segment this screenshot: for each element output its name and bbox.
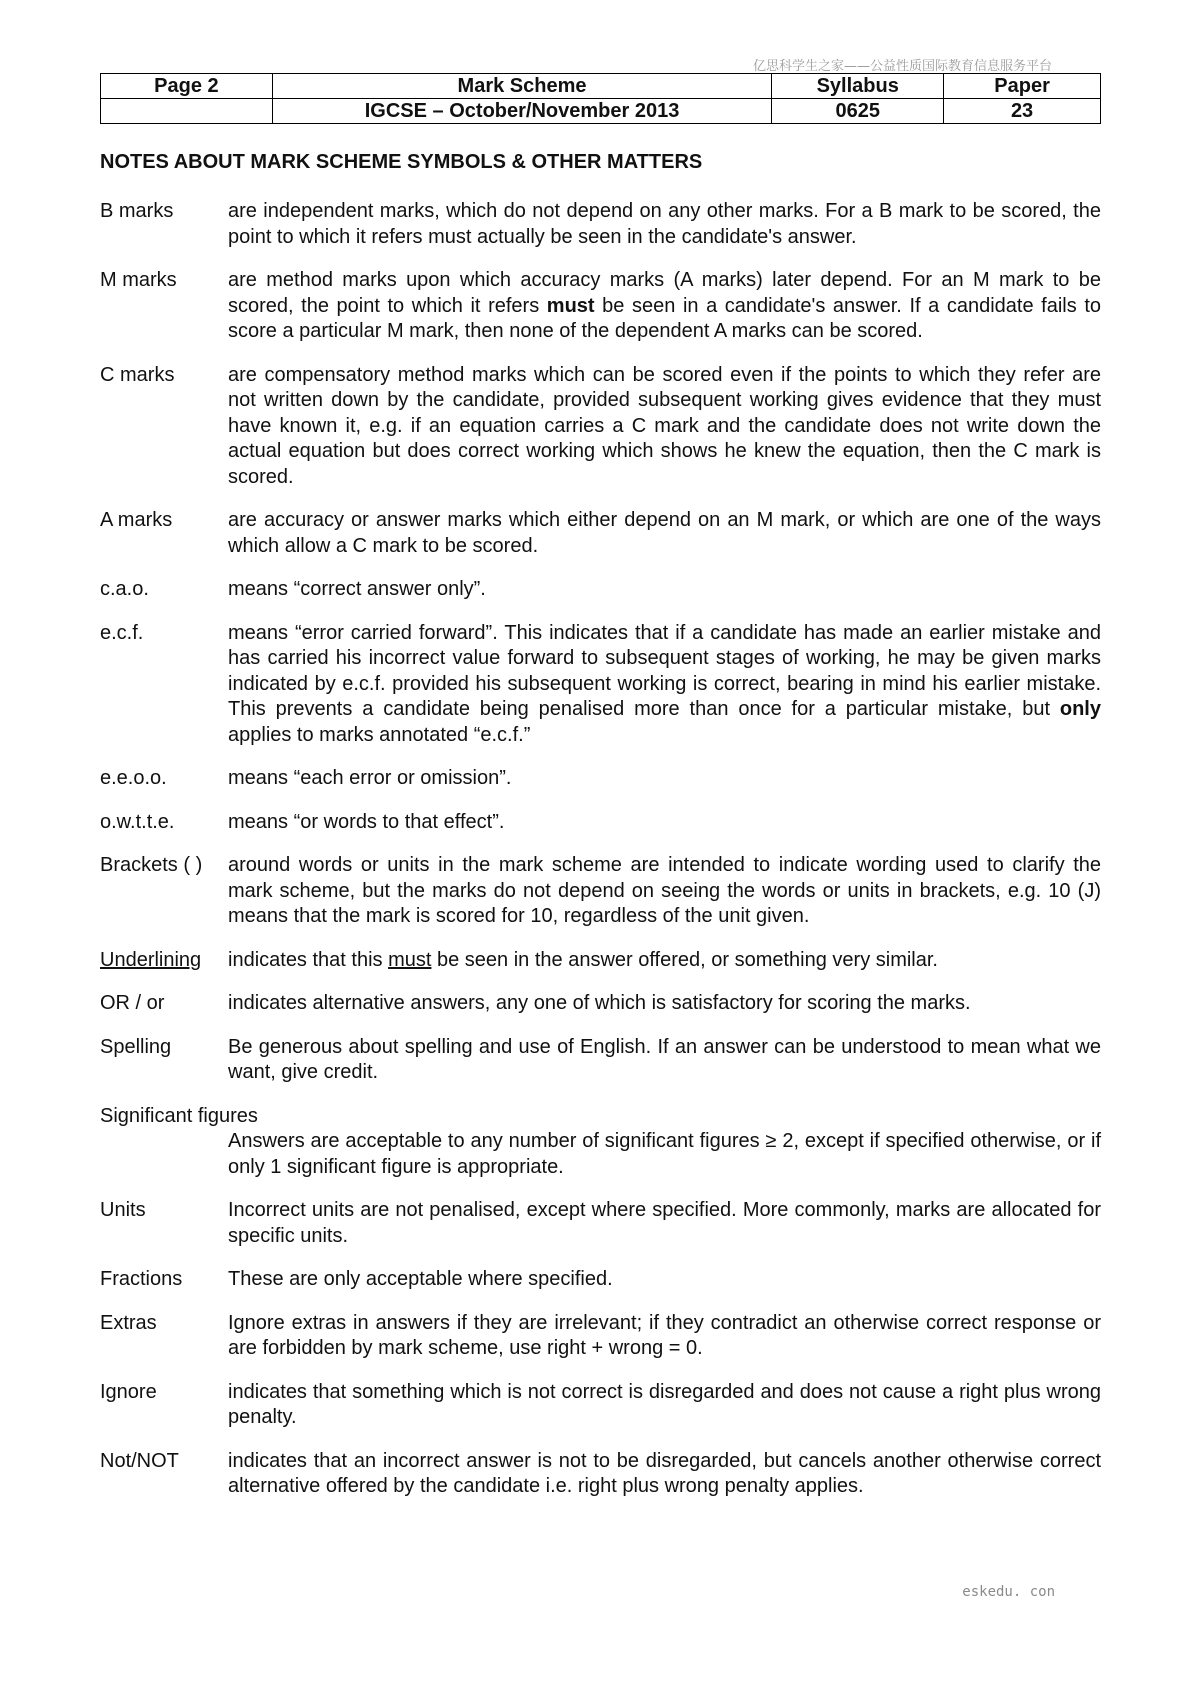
note-term: Not/NOT: [100, 1449, 179, 1472]
def-text: be seen in the answer offered, or something very similar.: [431, 948, 938, 971]
note-definition: [228, 268, 1101, 345]
note-term: Underlining: [100, 948, 202, 971]
note-definition: Incorrect units are not penalised, except where specified. More commonly, marks are allocated for specific units.: [228, 1199, 1101, 1247]
note-definition: means “correct answer only”.: [228, 578, 486, 600]
note-definition: are accuracy or answer marks which either depend on an M mark, or which are one of the ways which allow a C mark to be scored.: [228, 509, 1101, 557]
note-term: Significant figures: [100, 1104, 258, 1127]
note-term: Spelling: [100, 1035, 172, 1058]
note-not: [100, 1449, 1101, 1500]
note-definition: Answers are acceptable to any number of significant figures ≥ 2, except if specified otherwise, or if only 1 significant figure is appropriate.: [228, 1130, 1101, 1178]
note-spelling: [100, 1035, 1101, 1086]
note-term: Ignore: [100, 1380, 157, 1403]
note-definition: indicates that an incorrect answer is not to be disregarded, but cancels another otherwise correct alternative offered by the candidate i.e. right plus wrong penalty applies.: [228, 1449, 1101, 1497]
def-bold: only: [1059, 698, 1101, 720]
note-c-marks: [100, 363, 1101, 491]
notes-list: [100, 199, 1101, 1518]
header-row-1: [101, 74, 1101, 99]
paper-label: Paper: [944, 74, 1101, 99]
header-table: [100, 73, 1101, 124]
note-units: [100, 1198, 1101, 1249]
note-cao: [100, 577, 1101, 603]
note-term: o.w.t.t.e.: [100, 810, 175, 833]
note-definition: indicates alternative answers, any one of which is satisfactory for scoring the marks.: [228, 992, 971, 1014]
note-definition: Ignore extras in answers if they are irrelevant; if they contradict an otherwise correct response or are forbidden by mark scheme, use right + wrong = 0.: [228, 1311, 1101, 1359]
empty-cell: [101, 99, 273, 124]
note-term: Extras: [100, 1311, 157, 1334]
note-ignore: [100, 1380, 1101, 1431]
def-bold: must: [546, 294, 595, 317]
watermark-top: 亿思科学生之家——公益性质国际教育信息服务平台: [752, 59, 1052, 74]
note-term: e.c.f.: [100, 621, 144, 644]
note-term: C marks: [100, 363, 175, 386]
note-term: Fractions: [100, 1268, 183, 1290]
note-a-marks: [100, 508, 1101, 559]
note-definition: indicates that something which is not correct is disregarded and does not cause a right plus wrong penalty.: [228, 1380, 1101, 1428]
note-definition: [228, 621, 1101, 749]
note-term: OR / or: [100, 992, 165, 1014]
syllabus-code: 0625: [772, 99, 944, 124]
note-term: Units: [100, 1199, 146, 1221]
note-b-marks: [100, 199, 1101, 250]
exam-session: IGCSE – October/November 2013: [272, 99, 771, 124]
note-brackets: [100, 853, 1101, 930]
note-eeoo: [100, 766, 1101, 792]
note-definition: Be generous about spelling and use of English. If an answer can be understood to mean what we want, give credit.: [228, 1035, 1101, 1083]
note-ecf: [100, 621, 1101, 749]
note-definition: means “each error or omission”.: [228, 767, 512, 789]
document-title: Mark Scheme: [272, 74, 771, 99]
note-term: Brackets ( ): [100, 854, 203, 876]
paper-number: 23: [944, 99, 1101, 124]
note-underlining: [100, 948, 1101, 974]
note-definition: around words or units in the mark scheme are intended to indicate wording used to clarify the mark scheme, but the marks do not depend on seeing the words or units in brackets, e.g. 10 (J) means that the mark is scored for 10, regardless of the unit given.: [228, 854, 1101, 927]
note-significant-figures: [100, 1104, 1101, 1181]
watermark-bottom: eskedu. con: [962, 1584, 1055, 1600]
note-definition: These are only acceptable where specified.: [228, 1268, 613, 1290]
note-owtte: [100, 810, 1101, 836]
section-title: NOTES ABOUT MARK SCHEME SYMBOLS & OTHER MATTERS: [100, 151, 703, 173]
def-underlined: must: [388, 948, 432, 971]
note-definition: [228, 948, 1101, 974]
note-extras: [100, 1311, 1101, 1362]
note-or: [100, 991, 1101, 1017]
note-definition: are independent marks, which do not depend on any other marks. For a B mark to be scored, the point to which it refers must actually be seen in the candidate's answer.: [228, 200, 1101, 248]
def-text: means “error carried forward”. This indicates that if a candidate has made an earlier mistake and has carried his incorrect value forward to subsequent stages of working, he may be given marks indicated by e.c.f. provided his subsequent working is correct, bearing in mind his earlier mistake. This prevents a candidate being penalised more than once for a particular mistake, but: [228, 621, 1101, 720]
def-text: are method marks upon which accuracy marks (A marks) later depend. For an M mark to be scored, the point to which it refers: [228, 269, 1101, 317]
note-fractions: [100, 1267, 1101, 1293]
note-definition: means “or words to that effect”.: [228, 810, 505, 833]
note-term: M marks: [100, 269, 177, 291]
syllabus-label: Syllabus: [772, 74, 944, 99]
note-m-marks: [100, 268, 1101, 345]
header-row-2: [101, 99, 1101, 124]
def-text: be seen in a candidate's answer. If a candidate fails to score a particular M mark, then none of the dependent A marks can be scored.: [228, 294, 1101, 342]
def-text: applies to marks annotated “e.c.f.”: [228, 723, 531, 746]
note-term: B marks: [100, 200, 174, 222]
page-number: Page 2: [101, 74, 273, 99]
note-term: c.a.o.: [100, 578, 149, 600]
note-term: e.e.o.o.: [100, 767, 167, 789]
note-definition: are compensatory method marks which can be scored even if the points to which they refer are not written down by the candidate, provided subsequent working gives evidence that they must have known it, e.g. if an equation carries a C mark and the candidate does not write down the actual equation but does correct working which shows he knew the equation, then the C mark is scored.: [228, 363, 1101, 488]
note-term: A marks: [100, 509, 173, 531]
def-text: indicates that this: [228, 948, 389, 971]
